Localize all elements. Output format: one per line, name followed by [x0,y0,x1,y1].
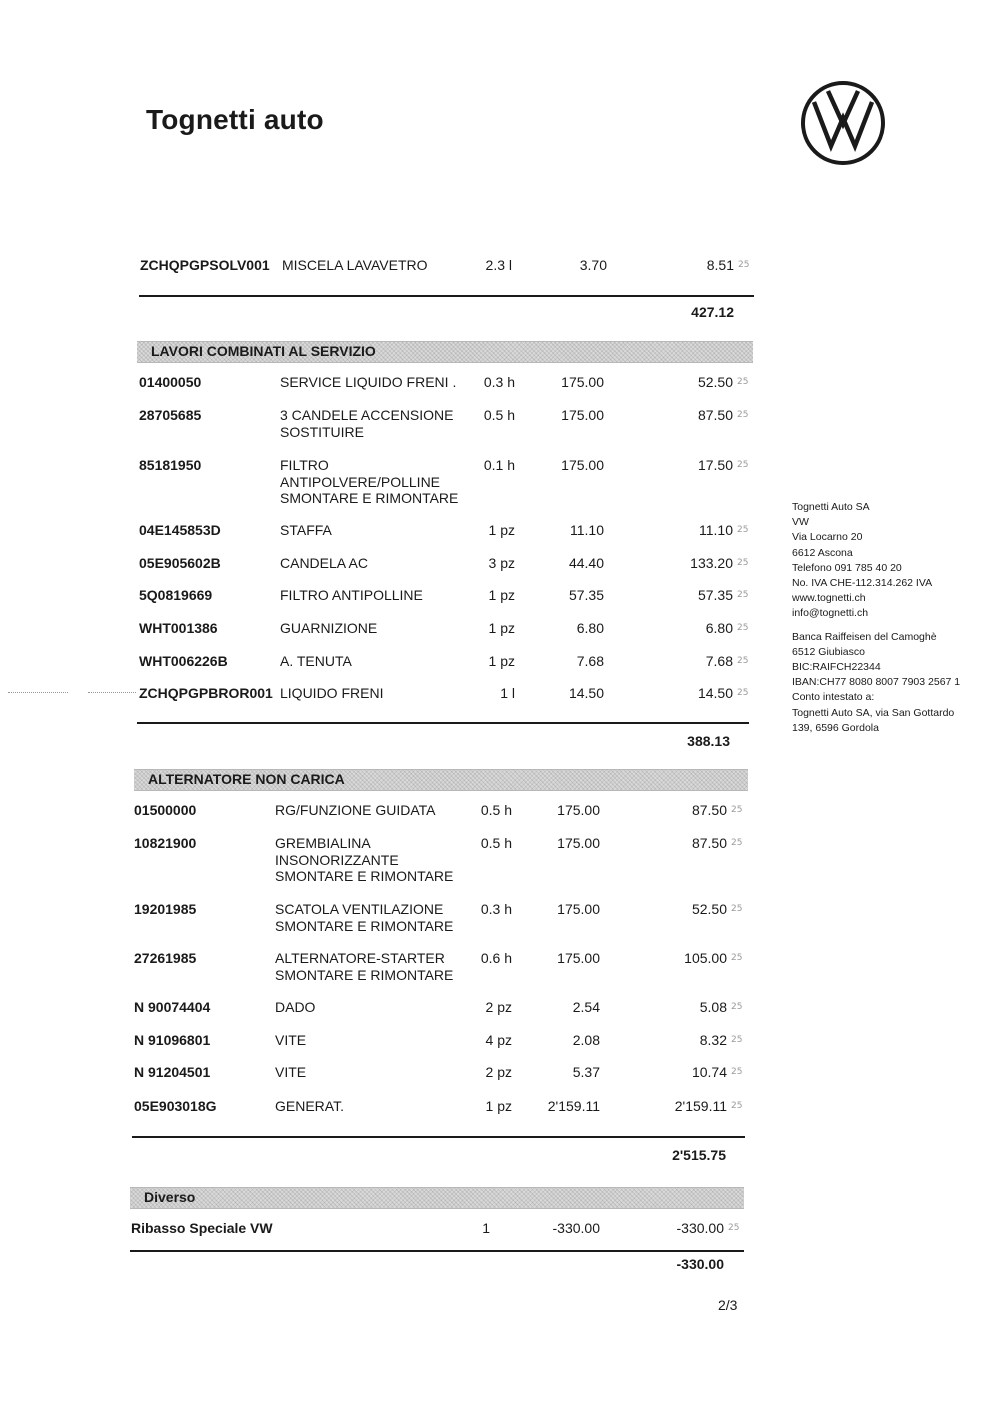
item-description: MISCELA LAVAVETRO [282,257,428,273]
vat-code: 25 [731,805,743,815]
bank-line: Tognetti Auto SA, via San Gottardo [792,706,955,719]
item-code: 10821900 [134,835,197,851]
item-unit-price: 175.00 [557,835,600,851]
item-unit-price: 175.00 [557,950,600,966]
bank-line: BIC:RAIFCH22344 [792,661,881,674]
company-sidebar [792,500,982,736]
item-description: FILTRO ANTIPOLLINE [280,587,423,603]
item-quantity: 1 [482,1220,490,1236]
item-amount: 17.50 [697,457,733,473]
vat-code: 25 [731,1002,743,1012]
item-unit-price: 44.40 [568,555,604,571]
item-amount: 87.50 [691,835,727,851]
item-amount: 87.50 [691,802,727,818]
item-description: CANDELA AC [280,555,368,571]
separator-line [139,295,754,297]
section-subtotal: 388.13 [687,733,730,749]
address-line: Telefono 091 785 40 20 [792,561,902,574]
item-code: 27261985 [134,950,197,966]
item-description: LIQUIDO FRENI [280,685,384,701]
address-line: 6612 Ascona [792,546,853,559]
item-quantity: 1 pz [488,522,515,538]
vat-code: 25 [731,953,743,963]
item-description: STAFFA [280,522,332,538]
item-amount: 57.35 [697,587,733,603]
vat-code: 25 [737,410,749,420]
vat-code: 25 [737,688,749,698]
item-code: N 91096801 [134,1032,211,1048]
item-unit-price: 7.68 [576,653,604,669]
item-code: ZCHQPGPSOLV001 [140,257,270,273]
item-description: 3 CANDELE ACCENSIONE SOSTITUIRE [280,407,454,440]
item-code: 28705685 [139,407,202,423]
bank-line: 6512 Giubiasco [792,645,865,658]
item-amount: 11.10 [699,522,733,538]
item-quantity: 2.3 l [485,257,512,273]
separator-line [130,1250,744,1252]
item-unit-price: 2'159.11 [547,1098,600,1114]
item-code: 04E145853D [139,522,221,538]
item-unit-price: 14.50 [568,685,604,701]
item-unit-price: -330.00 [552,1220,600,1236]
item-quantity: 1 pz [488,653,515,669]
item-amount: -330.00 [676,1220,724,1236]
item-description: VITE [275,1032,307,1048]
item-quantity: 1 pz [488,587,515,603]
vat-code: 25 [737,558,749,568]
item-description: RG/FUNZIONE GUIDATA [275,802,436,818]
address-line: info@tognetti.ch [792,607,869,620]
item-amount: 52.50 [697,374,733,390]
vat-code: 25 [731,1067,743,1077]
margin-mark [8,692,68,693]
item-code: ZCHQPGPBROR001 [139,685,273,701]
item-quantity: 2 pz [485,999,512,1015]
item-quantity: 1 l [500,685,515,701]
item-unit-price: 175.00 [561,407,604,423]
section-title: LAVORI COMBINATI AL SERVIZIO [151,343,376,359]
section-title: ALTERNATORE NON CARICA [148,771,345,787]
item-code: N 90074404 [134,999,211,1015]
item-unit-price: 6.80 [576,620,604,636]
item-quantity: 3 pz [488,555,515,571]
bank-line: 139, 6596 Gordola [792,721,879,734]
section-subtotal: -330.00 [676,1256,724,1272]
item-description: SERVICE LIQUIDO FRENI . [280,374,457,390]
item-amount: 2'159.11 [674,1098,727,1114]
item-amount: 6.80 [705,620,733,636]
item-amount: 52.50 [691,901,727,917]
vw-logo-icon [800,80,886,166]
item-description: A. TENUTA [280,653,352,669]
item-description: SCATOLA VENTILAZIONE SMONTARE E RIMONTARE [275,901,454,934]
item-description: GENERAT. [275,1098,344,1114]
page-number: 2/3 [718,1297,738,1313]
item-description: GREMBIALINA INSONORIZZANTE SMONTARE E RIMONTARE [275,835,454,884]
item-unit-price: 2.08 [572,1032,600,1048]
vat-code: 25 [731,1035,743,1045]
vat-code: 25 [731,838,743,848]
section-subtotal: 2'515.75 [672,1147,726,1163]
vat-code: 25 [737,623,749,633]
item-quantity: 0.5 h [480,835,512,851]
item-code: 01400050 [139,374,202,390]
item-quantity: 0.5 h [480,802,512,818]
item-quantity: 0.1 h [483,457,515,473]
item-code: WHT001386 [139,620,218,636]
address-line: www.tognetti.ch [792,592,866,605]
item-code: 5Q0819669 [139,587,213,603]
address-line: Via Locarno 20 [792,531,863,544]
separator-line [132,1136,745,1138]
vat-code: 25 [728,1223,740,1233]
section-subtotal: 427.12 [691,304,734,320]
item-description: ALTERNATORE-STARTER SMONTARE E RIMONTARE [275,950,454,983]
item-description: FILTRO ANTIPOLVERE/POLLINE SMONTARE E RIMONTARE [280,457,459,506]
item-unit-price: 175.00 [557,901,600,917]
vat-code: 25 [738,260,750,270]
item-amount: 105.00 [684,950,727,966]
vat-code: 25 [737,656,749,666]
vat-code: 25 [731,1101,743,1111]
bank-line: IBAN:CH77 8080 8007 7903 2567 1 [792,676,961,689]
item-quantity: 0.3 h [483,374,515,390]
vat-code: 25 [737,377,749,387]
item-unit-price: 3.70 [579,257,607,273]
item-code: 05E903018G [134,1098,217,1114]
item-description: DADO [275,999,316,1015]
section-header-bar [130,1187,744,1209]
item-amount: 7.68 [705,653,733,669]
item-unit-price: 175.00 [561,374,604,390]
item-unit-price: 5.37 [572,1064,600,1080]
item-code: WHT006226B [139,653,228,669]
address-line: Tognetti Auto SA [792,501,870,513]
section-title: Diverso [144,1189,196,1205]
bank-line: Conto intestato a: [792,691,875,704]
item-quantity: 4 pz [485,1032,512,1048]
item-unit-price: 2.54 [572,999,600,1015]
item-description: VITE [275,1064,307,1080]
item-code: 01500000 [134,802,197,818]
vat-code: 25 [737,590,749,600]
item-unit-price: 175.00 [561,457,604,473]
vat-code: 25 [731,904,743,914]
margin-mark [88,692,136,693]
address-line: No. IVA CHE-112.314.262 IVA [792,577,933,590]
item-description: GUARNIZIONE [280,620,378,636]
item-unit-price: 175.00 [557,802,600,818]
item-code: 05E905602B [139,555,221,571]
item-amount: 10.74 [691,1064,727,1080]
item-code: Ribasso Speciale VW [131,1220,273,1236]
item-amount: 8.51 [706,257,734,273]
item-amount: 133.20 [690,555,733,571]
item-code: 19201985 [134,901,197,917]
company-address [792,500,982,622]
bank-details [792,630,982,736]
item-quantity: 0.3 h [480,901,512,917]
address-line: VW [792,516,809,529]
vat-code: 25 [737,525,749,535]
vat-code: 25 [737,460,749,470]
item-amount: 14.50 [697,685,733,701]
item-quantity: 2 pz [485,1064,512,1080]
item-amount: 5.08 [699,999,727,1015]
item-amount: 87.50 [697,407,733,423]
item-code: N 91204501 [134,1064,211,1080]
item-code: 85181950 [139,457,202,473]
item-unit-price: 57.35 [568,587,604,603]
item-quantity: 1 pz [485,1098,512,1114]
item-amount: 8.32 [699,1032,727,1048]
item-unit-price: 11.10 [570,522,604,538]
bank-line: Banca Raiffeisen del Camoghè [792,630,937,643]
item-quantity: 0.6 h [480,950,512,966]
separator-line [137,722,749,724]
item-quantity: 1 pz [488,620,515,636]
company-name: Tognetti auto [146,104,324,135]
item-quantity: 0.5 h [483,407,515,423]
